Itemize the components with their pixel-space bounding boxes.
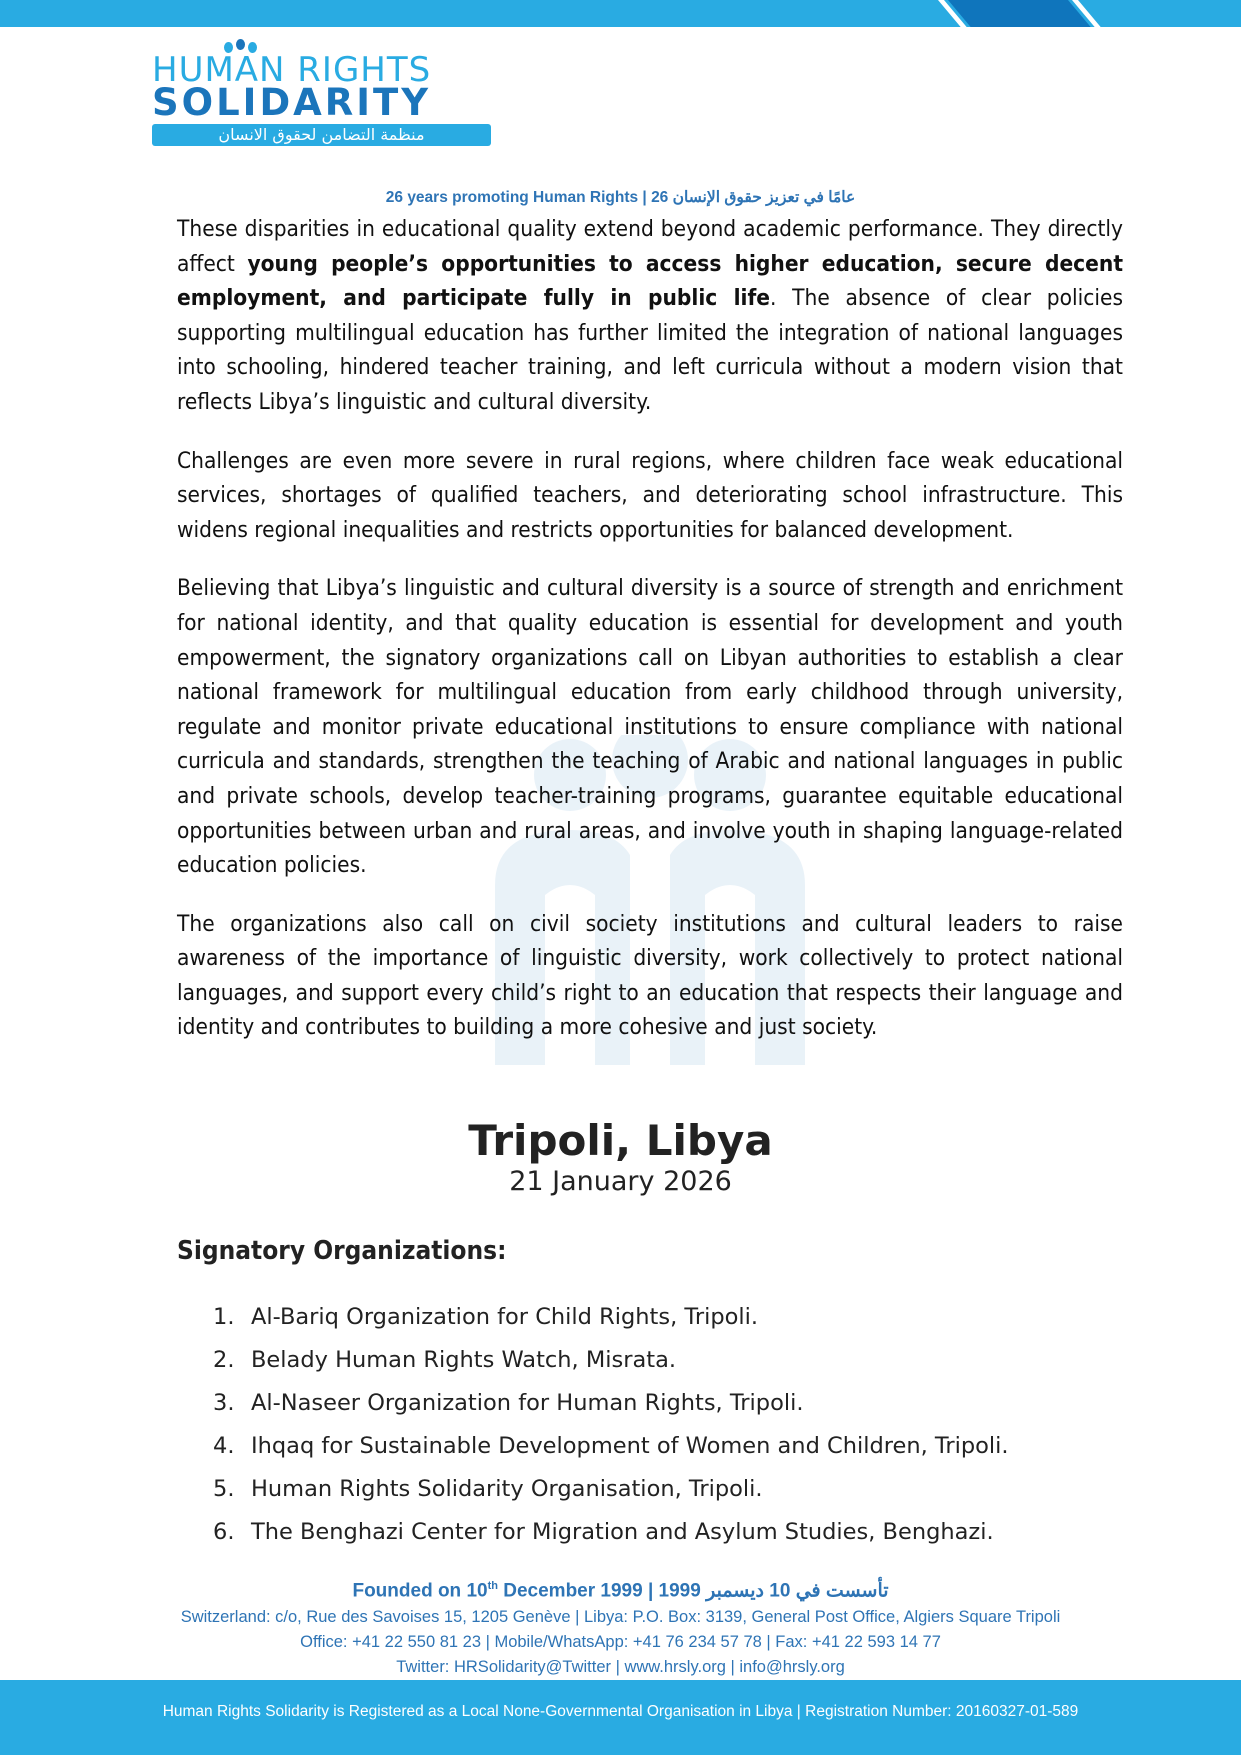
top-banner bbox=[0, 0, 1241, 27]
logo-arabic-name: منظمة التضامن لحقوق الانسان bbox=[152, 124, 491, 146]
paragraph-text: These disparities in educational quality extend beyond academic performance. They directly affect bbox=[177, 216, 1123, 277]
logo-text-line2: SOLIDARITY bbox=[152, 81, 432, 124]
bottom-banner bbox=[0, 1680, 1241, 1755]
founded-line bbox=[0, 1572, 1241, 1605]
paragraph: Believing that Libya’s linguistic and cultural diversity is a source of strength and enrichment for national identity, and that quality education is essential for development and youth empowerment, the signatory organizations call on Libyan authorities to establish a clear national framework for multilingual education from early childhood through university, regulate and monitor private educational institutions to ensure compliance with national curricula and standards, strengthen the teaching of Arabic and national languages in public and private schools, develop teacher-training programs, guarantee equitable educational opportunities between urban and rural areas, and involve youth in shaping language-related education policies. bbox=[177, 575, 1123, 879]
signatories-heading: Signatory Organizations: bbox=[177, 1236, 507, 1266]
organization-name: Al-Naseer Organization for Human Rights, Tripoli. bbox=[251, 1390, 804, 1416]
list-number: 2. bbox=[213, 1347, 235, 1373]
registration-text: Human Rights Solidarity is Registered as a Local None-Governmental Organisation in Libya | Registration Number: 20160327-01-589 bbox=[162, 1703, 1079, 1720]
phone-line: Office: +41 22 550 81 23 | Mobile/WhatsApp: +41 76 234 57 78 | Fax: +41 22 593 14 77 bbox=[300, 1633, 941, 1652]
list-item bbox=[213, 1382, 1009, 1425]
organization-name: Human Rights Solidarity Organisation, Tripoli. bbox=[251, 1476, 763, 1502]
list-number: 1. bbox=[213, 1304, 235, 1330]
paragraph bbox=[177, 212, 1123, 420]
banner-accent-stripe bbox=[948, 0, 1091, 27]
document-body bbox=[177, 212, 1123, 1069]
address-line: Switzerland: c/o, Rue des Savoises 15, 1205 Genève | Libya: P.O. Box: 3139, General Post Office, Algiers Square Tripoli bbox=[180, 1608, 1061, 1627]
footer-contact bbox=[0, 1572, 1241, 1680]
tagline: 26 years promoting Human Rights | 26 عامًا في تعزيز حقوق الإنسان bbox=[385, 189, 856, 206]
organization-name: Ihqaq for Sustainable Development of Women and Children, Tripoli. bbox=[251, 1433, 1009, 1459]
paragraph: The organizations also call on civil society institutions and cultural leaders to raise awareness of the importance of linguistic diversity, work collectively to protect national languages, and support every child’s right to an education that respects their language and identity and contributes to building a more cohesive and just society. bbox=[177, 910, 1123, 1041]
founded-ordinal: th bbox=[487, 1580, 498, 1592]
signature-date: 21 January 2026 bbox=[509, 1166, 732, 1197]
logo-text-line1: HUMAN RIGHTS bbox=[152, 50, 432, 90]
organization-name: Al-Bariq Organization for Child Rights, Tripoli. bbox=[251, 1304, 759, 1330]
list-number: 3. bbox=[213, 1390, 235, 1416]
organization-name: Belady Human Rights Watch, Misrata. bbox=[251, 1347, 677, 1373]
signatories-list bbox=[213, 1296, 1009, 1554]
paragraph: Challenges are even more severe in rural regions, where children face weak educational services, shortages of qualified teachers, and deteriorating school infrastructure. This widens regional inequalities and restricts opportunities for balanced development. bbox=[177, 447, 1123, 543]
list-item bbox=[213, 1425, 1009, 1468]
founded-text: Founded on 10 bbox=[352, 1580, 488, 1602]
list-item bbox=[213, 1339, 1009, 1382]
list-item bbox=[213, 1511, 1009, 1554]
signature-place: Tripoli, Libya bbox=[468, 1116, 773, 1165]
paragraph-text: . The absence of clear policies supporting multilingual education has further limited the integration of national languages into schooling, hindered teacher training, and left curricula without a modern vision that reflects Libya’s linguistic and cultural diversity. bbox=[177, 285, 1123, 415]
list-number: 6. bbox=[213, 1519, 235, 1545]
list-item bbox=[213, 1468, 1009, 1511]
organization-name: The Benghazi Center for Migration and Asylum Studies, Benghazi. bbox=[251, 1519, 994, 1545]
paragraph-bold-text: young people’s opportunities to access higher education, secure decent employment, and participate fully in public life bbox=[177, 250, 1123, 312]
list-number: 4. bbox=[213, 1433, 235, 1459]
list-number: 5. bbox=[213, 1476, 235, 1502]
social-line: Twitter: HRSolidarity@Twitter | www.hrsly.org | info@hrsly.org bbox=[396, 1658, 845, 1677]
founded-text: December 1999 | 1999 تأسست في 10 ديسمبر bbox=[497, 1580, 889, 1602]
list-item bbox=[213, 1296, 1009, 1339]
organization-logo bbox=[152, 42, 492, 142]
